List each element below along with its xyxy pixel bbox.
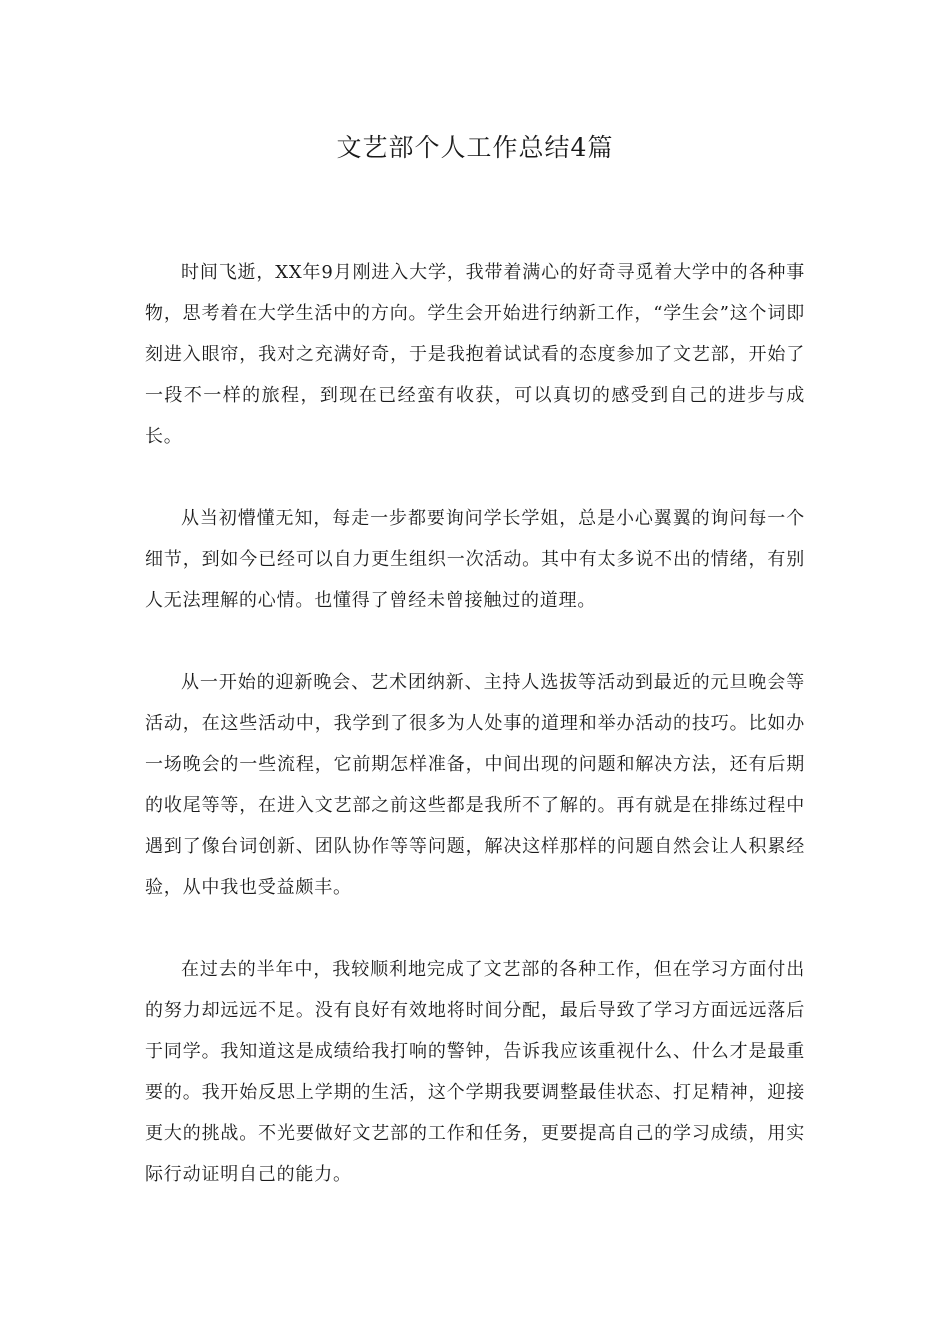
document-body <box>145 252 805 1236</box>
paragraph-3: 从一开始的迎新晚会、艺术团纳新、主持人选拔等活动到最近的元旦晚会等活动，在这些活动中，我学到了很多为人处事的道理和举办活动的技巧。比如办一场晚会的一些流程，它前期怎样准备，中间出现的问题和解决方法，还有后期的收尾等等，在进入文艺部之前这些都是我所不了解的。再有就是在排练过程中遇到了像台词创新、团队协作等等问题，解决这样那样的问题自然会让人积累经验，从中我也受益颇丰。 <box>145 672 805 898</box>
paragraph-2: 从当初懵懂无知，每走一步都要询问学长学姐，总是小心翼翼的询问每一个细节，到如今已经可以自力更生组织一次活动。其中有太多说不出的情绪，有别人无法理解的心情。也懂得了曾经未曾接触过的道理。 <box>145 508 805 611</box>
paragraph-1: 时间飞逝，XX年9月刚进入大学，我带着满心的好奇寻觅着大学中的各种事物，思考着在大学生活中的方向。学生会开始进行纳新工作，“学生会”这个词即刻进入眼帘，我对之充满好奇，于是我抱着试试看的态度参加了文艺部，开始了一段不一样的旅程，到现在已经蛮有收获，可以真切的感受到自己的进步与成长。 <box>145 262 805 447</box>
paragraph-4: 在过去的半年中，我较顺利地完成了文艺部的各种工作，但在学习方面付出的努力却远远不足。没有良好有效地将时间分配，最后导致了学习方面远远落后于同学。我知道这是成绩给我打响的警钟，告诉我应该重视什么、什么才是最重要的。我开始反思上学期的生活，这个学期我要调整最佳状态、打足精神，迎接更大的挑战。不光要做好文艺部的工作和任务，更要提高自己的学习成绩，用实际行动证明自己的能力。 <box>145 959 805 1185</box>
document-title: 文艺部个人工作总结4篇 <box>336 133 614 162</box>
